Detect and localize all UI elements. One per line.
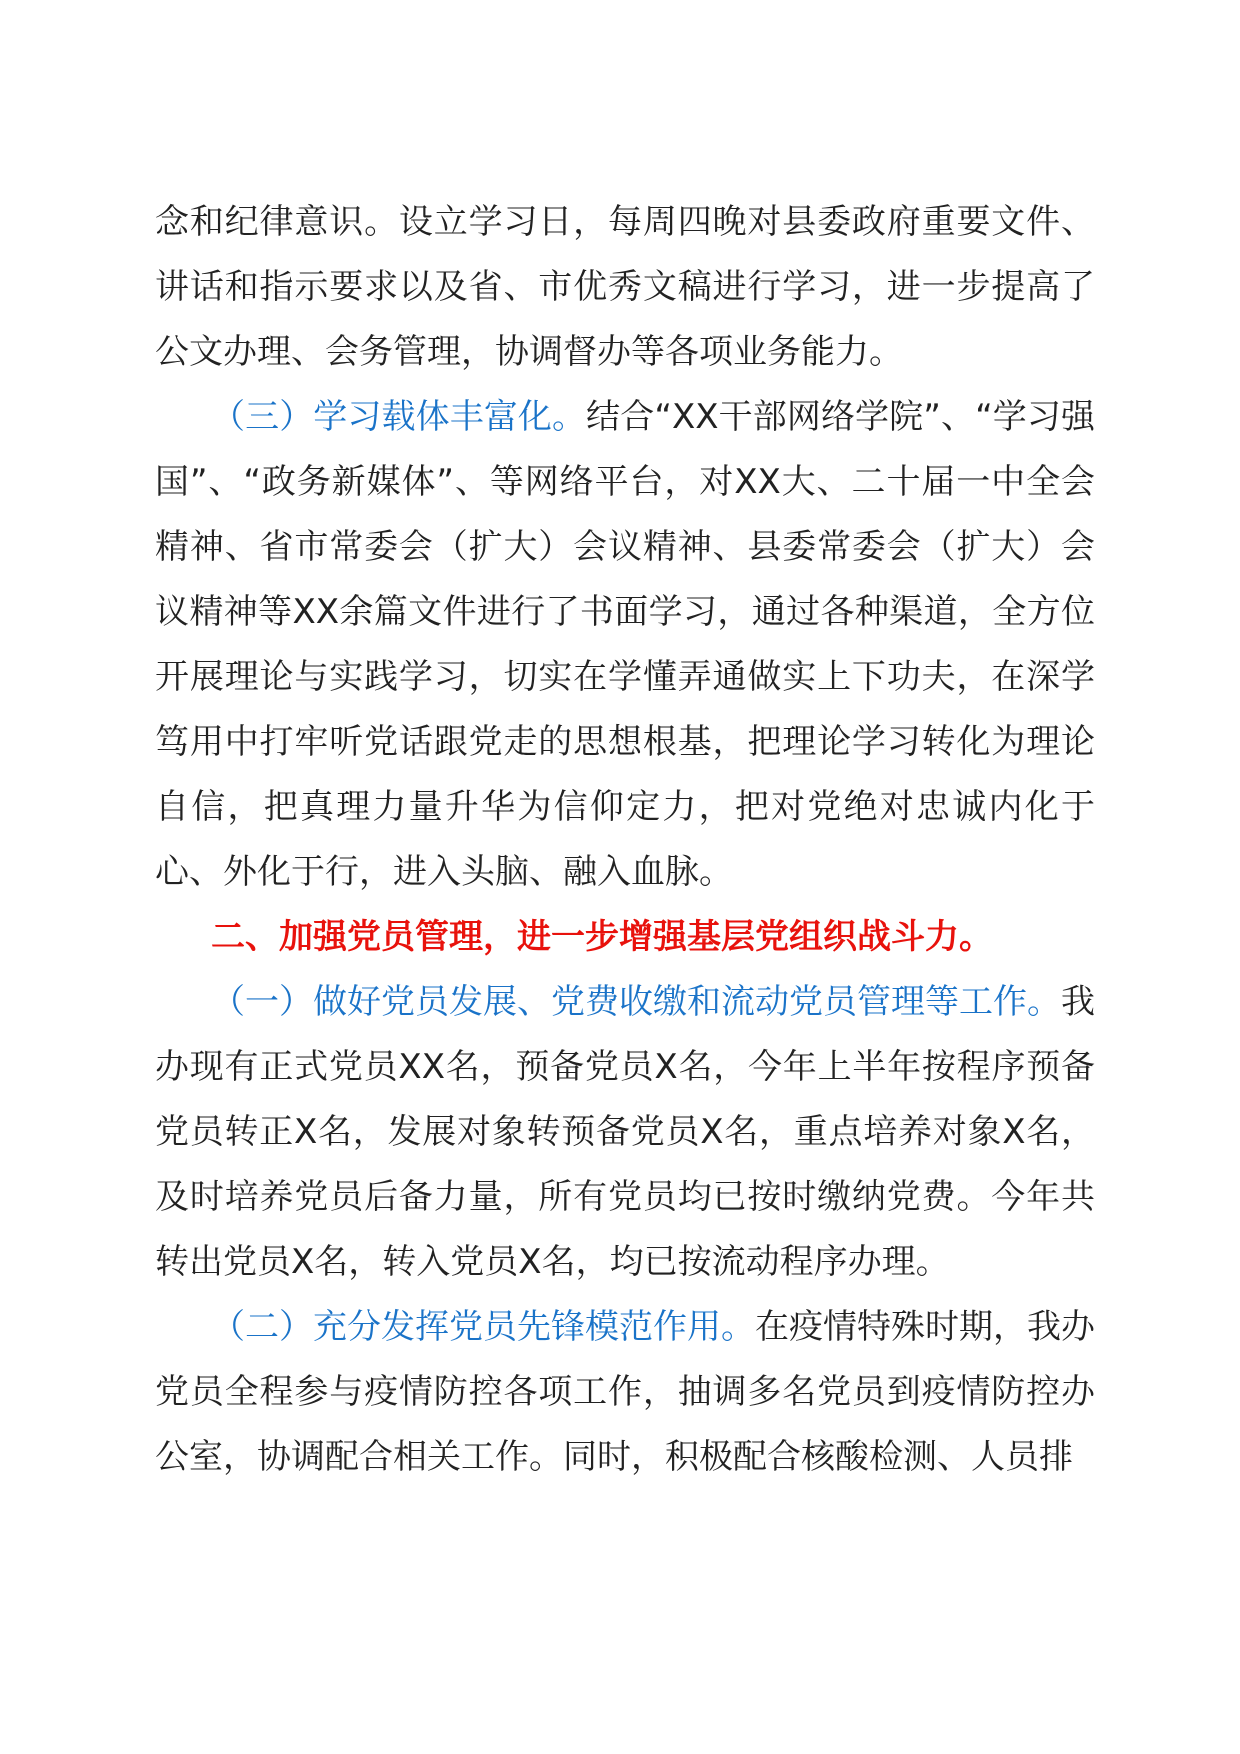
- paragraph-member-development: [155, 970, 1095, 1295]
- paragraph-continued: 念和纪律意识。设立学习日，每周四晚对县委政府重要文件、讲话和指示要求以及省、市优秀文稿进行学习，进一步提高了公文办理、会务管理，协调督办等各项业务能力。: [155, 202, 1095, 372]
- paragraph-vanguard-role: [155, 1295, 1095, 1490]
- document-page: [155, 190, 1095, 1490]
- paragraph-learning-carriers-body: 结合“XX干部网络学院”、“学习强国”、“政务新媒体”、等网络平台，对XX大、二十届一中全会精神、省市常委会（扩大）会议精神、县委常委会（扩大）会议精神等XX余篇文件进行了书面学习，通过各种渠道，全方位开展理论与实践学习，切实在学懂弄通做实上下功夫，在深学笃用中打牢听党话跟党走的思想根基，把理论学习转化为理论自信，把真理力量升华为信仰定力，把对党绝对忠诚内化于心、外化于行，进入头脑、融入血脉。: [155, 397, 1096, 892]
- paragraph-vanguard-role-body: 在疫情特殊时期，我办党员全程参与疫情防控各项工作，抽调多名党员到疫情防控办公室，协调配合相关工作。同时，积极配合核酸检测、人员排: [155, 1307, 1095, 1477]
- subheading-learning-carriers: （三）学习载体丰富化。: [211, 397, 587, 437]
- section-title-party-member-management: 二、加强党员管理，进一步增强基层党组织战斗力。: [211, 917, 993, 957]
- paragraph-member-development-body: 我办现有正式党员XX名，预备党员X名，今年上半年按程序预备党员转正X名，发展对象转预备党员X名，重点培养对象X名，及时培养党员后备力量，所有党员均已按时缴纳党费。今年共转出党员X名，转入党员X名，均已按流动程序办理。: [155, 982, 1095, 1282]
- subheading-vanguard-role: （二）充分发挥党员先锋模范作用。: [211, 1307, 755, 1347]
- subheading-member-development: （一）做好党员发展、党费收缴和流动党员管理等工作。: [211, 982, 1061, 1022]
- paragraph-learning-carriers: [155, 385, 1095, 905]
